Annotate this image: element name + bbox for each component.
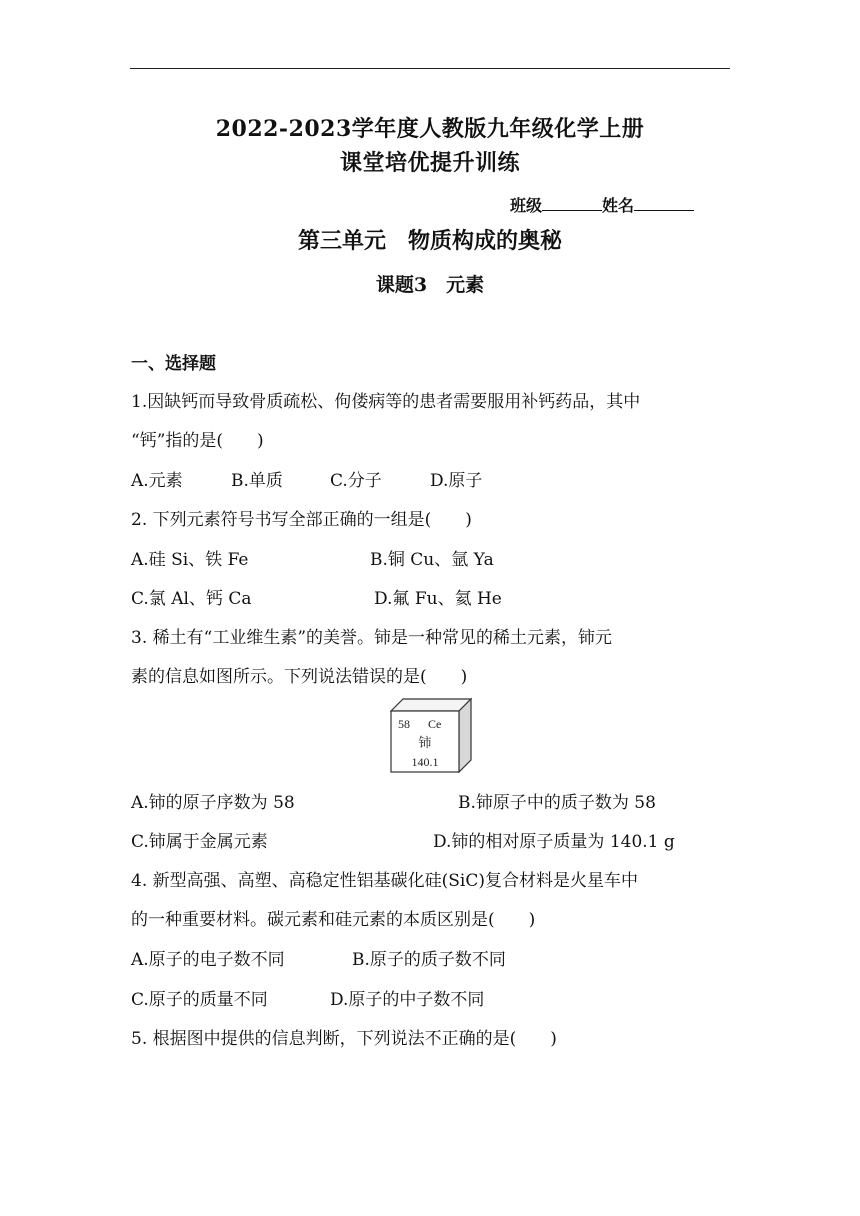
name-blank xyxy=(634,196,694,211)
q4-option-c: C.原子的质量不同 xyxy=(131,990,268,1010)
q2-option-c: C.氯 Al、钙 Ca xyxy=(131,589,252,609)
q3-option-b: B.铈原子中的质子数为 58 xyxy=(458,793,656,813)
element-symbol: Ce xyxy=(428,717,442,731)
element-name: 铈 xyxy=(418,736,432,751)
q2-option-a: A.硅 Si、铁 Fe xyxy=(131,550,249,570)
cerium-element-card xyxy=(390,697,472,773)
q2-option-d: D.氟 Fu、氦 He xyxy=(374,589,502,609)
q3-option-d: D.铈的相对原子质量为 140.1 g xyxy=(433,832,675,852)
q1-option-a: A.元素 xyxy=(131,471,183,491)
q3-option-a: A.铈的原子序数为 58 xyxy=(131,793,295,813)
q2-option-b: B.铜 Cu、氩 Ya xyxy=(370,550,494,570)
q3-stem-line2: 素的信息如图所示。下列说法错误的是( ) xyxy=(131,667,468,687)
q2-stem: 2. 下列元素符号书写全部正确的一组是( ) xyxy=(131,510,472,530)
q1-option-b: B.单质 xyxy=(231,471,283,491)
q1-option-c: C.分子 xyxy=(330,471,382,491)
class-name-line xyxy=(510,193,694,216)
q5-stem: 5. 根据图中提供的信息判断，下列说法不正确的是( ) xyxy=(131,1029,557,1049)
q4-option-a: A.原子的电子数不同 xyxy=(131,950,285,970)
class-blank xyxy=(542,196,602,211)
name-label: 姓名 xyxy=(602,196,635,215)
header-rule xyxy=(130,68,730,69)
unit-heading: 第三单元 物质构成的奥秘 xyxy=(297,228,562,254)
element-number: 58 xyxy=(398,717,410,731)
q1-stem-line1: 1.因缺钙而导致骨质疏松、佝偻病等的患者需要服用补钙药品，其中 xyxy=(131,392,641,412)
q1-stem-line2: “钙”指的是( ) xyxy=(131,431,264,451)
section-heading: 一、选择题 xyxy=(131,354,216,374)
q4-option-b: B.原子的质子数不同 xyxy=(352,950,506,970)
element-mass: 140.1 xyxy=(411,755,439,769)
q1-option-d: D.原子 xyxy=(430,471,483,491)
q3-option-c: C.铈属于金属元素 xyxy=(131,832,268,852)
q4-stem-line1: 4. 新型高强、高塑、高稳定性铝基碳化硅(SiC)复合材料是火星车中 xyxy=(131,871,638,891)
document-subtitle: 课堂培优提升训练 xyxy=(339,150,520,176)
class-label: 班级 xyxy=(510,196,543,215)
document-title: 2022-2023学年度人教版九年级化学上册 xyxy=(215,116,645,142)
q4-option-d: D.原子的中子数不同 xyxy=(330,990,485,1010)
q4-stem-line2: 的一种重要材料。碳元素和硅元素的本质区别是( ) xyxy=(131,910,536,930)
lesson-heading: 课题3 元素 xyxy=(375,274,485,296)
q3-stem-line1: 3. 稀土有“工业维生素”的美誉。铈是一种常见的稀土元素，铈元 xyxy=(131,628,613,648)
